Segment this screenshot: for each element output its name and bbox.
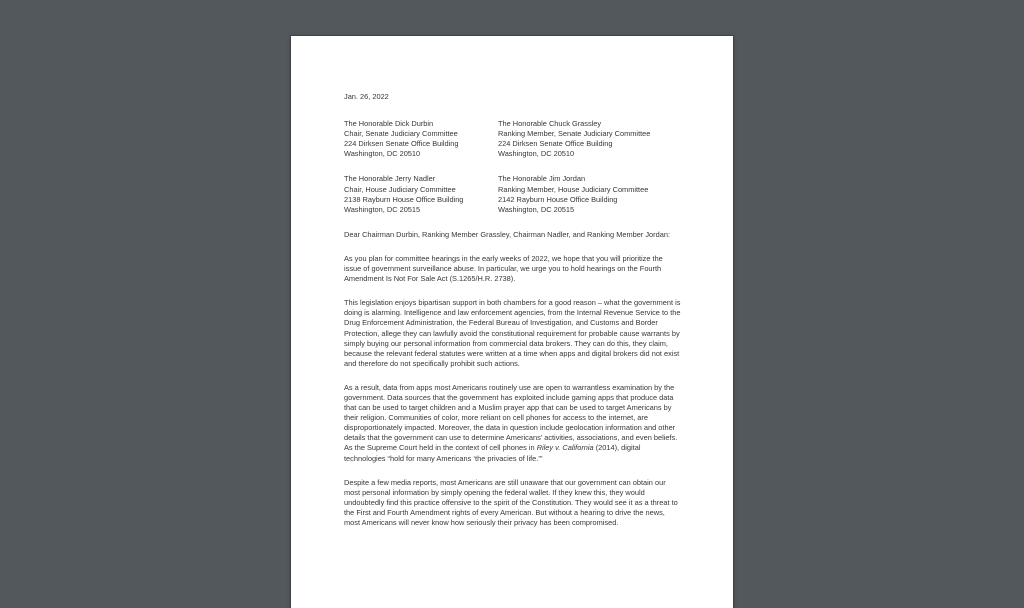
recipient-name: The Honorable Dick Durbin [344, 119, 434, 129]
case-citation-riley-v-california: Riley v. California [536, 443, 594, 453]
recipient-building: 224 Dirksen Senate Office Building [344, 139, 459, 149]
address-block-house [344, 174, 682, 214]
recipient-city: Washington, DC 20510 [498, 149, 575, 159]
recipient-city: Washington, DC 20510 [344, 149, 421, 159]
letter-paragraph-2: This legislation enjoys bipartisan support in both chambers for a good reason – what the government is doing is alarming. Intelligence and law enforcement agencies, from the Internal Revenue Service to the Drug Enforcement Administration, the Federal Bureau of Investigation, and Customs and Border Protection, allege they can lawfully avoid the constitutional requirement for probable cause warrants by simply buying our personal information from commercial data brokers. They can do this, they claim, because the relevant federal statutes were written at a time when apps and digital brokers did not exist and therefore do not specifically prohibit such actions. [344, 298, 681, 368]
recipient-building: 2138 Rayburn House Office Building [344, 194, 464, 204]
recipient-name: The Honorable Jerry Nadler [344, 174, 436, 184]
address-block-senate [344, 119, 682, 159]
letter-paragraph-1: As you plan for committee hearings in the early weeks of 2022, we hope that you will prioritize the issue of government surveillance abuse. In particular, we urge you to hold hearings on the Fourth Amendment Is Not For Sale Act (S.1265/H.R. 2738). [344, 253, 663, 284]
letter-paragraph-4: Despite a few media reports, most Americans are still unaware that our government can obtain our most personal information by simply opening the federal wallet. If they knew this, they would undoubtedly find this practice offensive to the spirit of the Constitution. They would see it as a threat to the First and Fourth Amendment rights of every American. But without a hearing to drive the news, most Americans will never know how seriously their privacy has been compromised. [344, 477, 678, 527]
recipient-name: The Honorable Jim Jordan [498, 174, 586, 184]
recipient-grassley [498, 119, 682, 159]
recipient-title: Ranking Member, House Judiciary Committee [498, 184, 649, 194]
paragraph-3-text-before-citation: As a result, data from apps most Americans routinely use are open to warrantless examination by the government. Data sources that the government has exploited include gaming apps that produce data that can be used to target children and a Muslim prayer app that can be used to target Americans by their religion. Communities of color, more reliant on cell phones for access to the internet, are disproportionately impacted. Moreover, the data in question include geolocation information and other details that the government can use to determine Americans’ activities, associations, and even beliefs. As the Supreme Court held in the context of cell phones in [344, 382, 678, 453]
letter-date: Jan. 26, 2022 [344, 92, 389, 101]
recipient-jordan [498, 174, 682, 214]
letter-paragraph-3 [344, 383, 682, 464]
recipient-nadler [344, 174, 498, 214]
recipient-city: Washington, DC 20515 [344, 204, 421, 214]
letter-salutation: Dear Chairman Durbin, Ranking Member Grassley, Chairman Nadler, and Ranking Member Jordan: [344, 229, 671, 239]
recipient-building: 224 Dirksen Senate Office Building [498, 139, 613, 149]
recipient-durbin [344, 119, 498, 159]
recipient-name: The Honorable Chuck Grassley [498, 119, 602, 129]
paragraph-3-text-after-citation: (2014), digital technologies “hold for many Americans ‘the privacies of life.’” [344, 443, 641, 463]
letter-body [344, 92, 682, 528]
recipient-title: Chair, House Judiciary Committee [344, 184, 456, 194]
recipient-title: Chair, Senate Judiciary Committee [344, 129, 458, 139]
recipient-building: 2142 Rayburn House Office Building [498, 194, 618, 204]
recipient-city: Washington, DC 20515 [498, 204, 575, 214]
letter-page [291, 36, 733, 608]
recipient-title: Ranking Member, Senate Judiciary Committee [498, 129, 651, 139]
